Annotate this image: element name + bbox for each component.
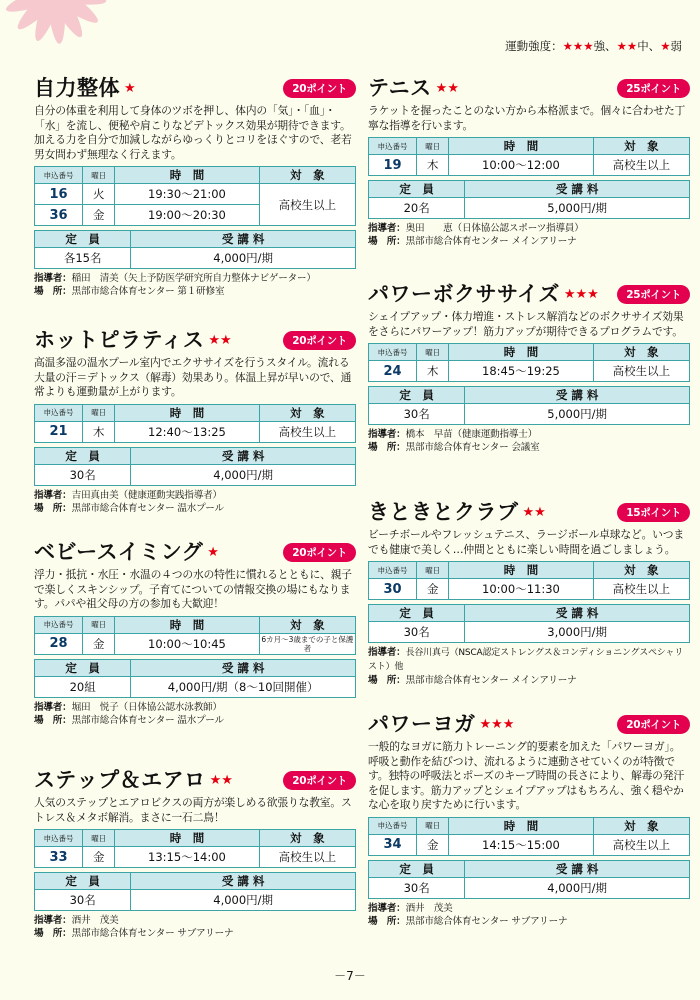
course-header xyxy=(368,710,690,738)
course-info xyxy=(368,428,690,454)
intensity-stars: ★★★ xyxy=(479,716,515,732)
instructor-name: 吉田真由美（健康運動実践指導者） xyxy=(71,489,222,501)
intensity-stars: ★★ xyxy=(435,80,459,96)
fee-table xyxy=(368,604,690,643)
place-name: 黒部市総合体育センター メインアリーナ xyxy=(405,236,577,248)
legend-stars-2: ★★ xyxy=(616,39,638,53)
course-header xyxy=(34,326,356,354)
application-number: 19 xyxy=(369,155,417,176)
header-target: 対 象 xyxy=(259,404,355,421)
points-badge: 25ポイント xyxy=(617,79,690,98)
intensity-stars: ★★★ xyxy=(563,286,599,302)
header-fee: 受 講 料 xyxy=(131,873,356,890)
place-name: 黒部市総合体育センター サブアリーナ xyxy=(405,915,568,927)
fee-value: 4,000円/期（8～10回開催） xyxy=(131,676,356,697)
header-time: 時 間 xyxy=(115,830,259,847)
intensity-stars: ★ xyxy=(207,544,219,560)
weekday: 木 xyxy=(417,361,449,382)
time-slot: 10:00～11:30 xyxy=(449,579,593,600)
fee-value: 4,000円/期 xyxy=(131,890,356,911)
points-badge: 20ポイント xyxy=(283,331,356,350)
course-description: シェイプアップ・体力増進・ストレス解消などのボクササイズ効果をさらにパワーアップ！筋力アップが期待できるプログラムです。 xyxy=(368,310,684,338)
weekday: 木 xyxy=(83,421,115,442)
header-target: 対 象 xyxy=(259,167,355,184)
time-slot: 12:40～13:25 xyxy=(115,421,259,442)
header-time: 時 間 xyxy=(115,404,259,421)
course-info xyxy=(34,701,356,727)
instructor-label: 指導者： xyxy=(368,647,406,659)
course-hot-pilates xyxy=(34,326,356,515)
capacity-value: 20名 xyxy=(369,198,465,219)
intensity-stars: ★★ xyxy=(522,504,546,520)
header-fee: 受 講 料 xyxy=(465,860,690,877)
target-audience: 高校生以上 xyxy=(259,421,355,442)
header-time: 時 間 xyxy=(449,562,593,579)
instructor-label: 指導者： xyxy=(34,701,72,713)
weekday: 金 xyxy=(83,847,115,868)
instructor-label: 指導者： xyxy=(368,429,406,441)
instructor-label: 指導者： xyxy=(34,915,72,927)
course-info xyxy=(34,914,356,940)
capacity-value: 30名 xyxy=(35,890,131,911)
course-description: 人気のステップとエアロビクスの両方が楽しめる欲張りな教室。ストレス＆メタボ解消。まさに一石二鳥！ xyxy=(34,796,352,824)
fee-value: 5,000円/期 xyxy=(465,198,690,219)
header-capacity: 定 員 xyxy=(369,605,465,622)
application-number: 30 xyxy=(369,579,417,600)
schedule-table xyxy=(34,829,356,868)
course-info xyxy=(34,272,356,298)
capacity-value: 30名 xyxy=(35,464,131,485)
legend-medium: 中、 xyxy=(637,39,661,53)
instructor-name: 橋本 早苗（健康運動指導士） xyxy=(405,429,538,441)
course-header xyxy=(34,538,356,566)
course-title: ベビースイミング xyxy=(34,540,204,564)
header-app-no: 申込番号 xyxy=(369,817,417,834)
header-time: 時 間 xyxy=(115,616,259,633)
header-fee: 受 講 料 xyxy=(131,659,356,676)
header-capacity: 定 員 xyxy=(35,447,131,464)
course-title: 自力整体 xyxy=(34,76,120,100)
intensity-stars: ★★ xyxy=(208,332,232,348)
place-label: 場 所： xyxy=(34,714,72,726)
fee-value: 3,000円/期 xyxy=(465,622,690,643)
fee-table xyxy=(34,659,356,698)
weekday: 金 xyxy=(83,205,115,226)
course-title: ステップ＆エアロ xyxy=(34,768,206,792)
instructor-label: 指導者： xyxy=(368,223,406,235)
application-number: 36 xyxy=(35,205,83,226)
header-target: 対 象 xyxy=(593,562,689,579)
schedule-table xyxy=(368,343,690,382)
place-name: 黒部市総合体育センター 第１研修室 xyxy=(71,286,225,298)
header-fee: 受 講 料 xyxy=(131,231,356,248)
header-capacity: 定 員 xyxy=(35,231,131,248)
course-jiriki-seitai xyxy=(34,74,356,298)
target-audience: 高校生以上 xyxy=(259,847,355,868)
header-fee: 受 講 料 xyxy=(131,447,356,464)
schedule-table xyxy=(34,616,356,655)
instructor-label: 指導者： xyxy=(34,489,72,501)
course-description: 浮力・抵抗・水圧・水温の４つの水の特性に慣れるとともに、親子で楽しくスキンシップ。子育てについての情報交換の場にもなります。パパや祖父母の方の参加も大歓迎！ xyxy=(34,568,352,611)
instructor-label: 指導者： xyxy=(34,273,72,285)
time-slot: 10:00～12:00 xyxy=(449,155,593,176)
header-fee: 受 講 料 xyxy=(465,181,690,198)
capacity-value: 各15名 xyxy=(35,248,131,269)
weekday: 火 xyxy=(83,184,115,205)
weekday: 木 xyxy=(417,155,449,176)
course-header xyxy=(34,766,356,794)
intensity-stars: ★ xyxy=(124,80,136,96)
header-fee: 受 講 料 xyxy=(465,605,690,622)
place-name: 黒部市総合体育センター メインアリーナ xyxy=(405,675,577,687)
target-audience: 6カ月～3歳までの子と保護者 xyxy=(259,633,355,654)
header-app-no: 申込番号 xyxy=(369,562,417,579)
header-target: 対 象 xyxy=(593,817,689,834)
header-app-no: 申込番号 xyxy=(369,138,417,155)
course-header xyxy=(368,74,690,102)
application-number: 28 xyxy=(35,633,83,654)
target-audience: 高校生以上 xyxy=(593,579,689,600)
fee-table xyxy=(368,860,690,899)
capacity-value: 20組 xyxy=(35,676,131,697)
place-name: 黒部市総合体育センター 温水プール xyxy=(71,714,224,726)
header-capacity: 定 員 xyxy=(369,860,465,877)
flower-decoration xyxy=(0,0,140,60)
header-app-no: 申込番号 xyxy=(369,344,417,361)
points-badge: 15ポイント xyxy=(617,503,690,522)
application-number: 33 xyxy=(35,847,83,868)
header-fee: 受 講 料 xyxy=(465,387,690,404)
header-day: 曜日 xyxy=(417,562,449,579)
header-day: 曜日 xyxy=(83,830,115,847)
fee-value: 4,000円/期 xyxy=(131,248,356,269)
header-day: 曜日 xyxy=(417,817,449,834)
schedule-table xyxy=(368,817,690,856)
instructor-name: 酒井 茂美 xyxy=(71,915,119,927)
capacity-value: 30名 xyxy=(369,877,465,898)
application-number: 21 xyxy=(35,421,83,442)
target-audience: 高校生以上 xyxy=(259,184,355,226)
course-info xyxy=(368,646,690,687)
course-step-aero xyxy=(34,766,356,940)
fee-value: 4,000円/期 xyxy=(131,464,356,485)
course-header xyxy=(368,280,690,308)
header-app-no: 申込番号 xyxy=(35,616,83,633)
weekday: 金 xyxy=(417,579,449,600)
course-kitokito-club xyxy=(368,498,690,687)
points-badge: 20ポイント xyxy=(617,715,690,734)
instructor-name: 奥田 恵（日体協公認スポーツ指導員） xyxy=(405,223,584,235)
header-target: 対 象 xyxy=(259,830,355,847)
header-app-no: 申込番号 xyxy=(35,830,83,847)
capacity-value: 30名 xyxy=(369,404,465,425)
weekday: 金 xyxy=(417,834,449,855)
instructor-name: 酒井 茂美 xyxy=(405,902,453,914)
course-info xyxy=(368,222,690,248)
course-title: ホットピラティス xyxy=(34,328,205,352)
weekday: 金 xyxy=(83,633,115,654)
points-badge: 20ポイント xyxy=(283,771,356,790)
capacity-value: 30名 xyxy=(369,622,465,643)
table-row xyxy=(35,184,356,205)
time-slot: 14:15～15:00 xyxy=(449,834,593,855)
schedule-table xyxy=(34,166,356,226)
course-title: きときとクラブ xyxy=(368,500,519,524)
header-capacity: 定 員 xyxy=(35,659,131,676)
course-title: テニス xyxy=(368,76,432,100)
schedule-table xyxy=(34,404,356,443)
course-description: 高温多湿の温水プール室内でエクササイズを行うスタイル。流れる大量の汗＝デトックス（解毒）効果あり。体温上昇が早いので、通常よりも運動量が上がります。 xyxy=(34,356,352,399)
course-description: 自分の体重を利用して身体のツボを押し、体内の「気」・「血」・「水」を流し、便秘や肩こりなどデトックス効果が期待できます。加える力を自分で加減しながらゆっくりとコリをほぐすので、老若男女問わず無理なく行えます。 xyxy=(34,104,352,161)
table-row xyxy=(35,633,356,654)
legend-strong: 強、 xyxy=(593,39,617,53)
header-target: 対 象 xyxy=(259,616,355,633)
instructor-name: 長谷川真弓（NSCA認定ストレングス＆コンディショニングスペシャリスト）他 xyxy=(368,648,684,673)
place-label: 場 所： xyxy=(368,236,406,248)
fee-value: 4,000円/期 xyxy=(465,877,690,898)
table-row xyxy=(35,847,356,868)
header-time: 時 間 xyxy=(449,138,593,155)
header-app-no: 申込番号 xyxy=(35,404,83,421)
target-audience: 高校生以上 xyxy=(593,155,689,176)
fee-table xyxy=(34,447,356,486)
header-target: 対 象 xyxy=(593,344,689,361)
schedule-table xyxy=(368,137,690,176)
legend-stars-3: ★★★ xyxy=(562,39,594,53)
table-row xyxy=(369,155,690,176)
place-label: 場 所： xyxy=(368,442,406,454)
header-capacity: 定 員 xyxy=(369,181,465,198)
course-info xyxy=(34,489,356,515)
page-number: －7－ xyxy=(334,969,366,983)
place-label: 場 所： xyxy=(34,286,72,298)
target-audience: 高校生以上 xyxy=(593,834,689,855)
place-name: 黒部市総合体育センター サブアリーナ xyxy=(71,928,234,940)
course-header xyxy=(34,74,356,102)
legend-weak: 弱 xyxy=(670,39,682,53)
header-day: 曜日 xyxy=(83,167,115,184)
points-badge: 20ポイント xyxy=(283,79,356,98)
place-label: 場 所： xyxy=(34,928,72,940)
course-tennis xyxy=(368,74,690,248)
fee-table xyxy=(34,230,356,269)
place-name: 黒部市総合体育センター 温水プール xyxy=(71,502,224,514)
course-info xyxy=(368,902,690,928)
header-time: 時 間 xyxy=(449,817,593,834)
application-number: 24 xyxy=(369,361,417,382)
course-header xyxy=(368,498,690,526)
header-capacity: 定 員 xyxy=(369,387,465,404)
table-row xyxy=(35,421,356,442)
place-name: 黒部市総合体育センター 会議室 xyxy=(405,442,540,454)
header-day: 曜日 xyxy=(83,616,115,633)
instructor-name: 堀田 悦子（日体協公認水泳教師） xyxy=(71,701,222,713)
header-time: 時 間 xyxy=(115,167,259,184)
place-label: 場 所： xyxy=(34,502,72,514)
time-slot: 19:00～20:30 xyxy=(115,205,259,226)
application-number: 34 xyxy=(369,834,417,855)
header-time: 時 間 xyxy=(449,344,593,361)
target-audience: 高校生以上 xyxy=(593,361,689,382)
header-day: 曜日 xyxy=(83,404,115,421)
instructor-name: 稲田 清美（矢上予防医学研究所自力整体ナビゲーター） xyxy=(71,273,316,285)
course-power-yoga xyxy=(368,710,690,928)
course-description: 一般的なヨガに筋力トレーニング的要素を加えた「パワーヨガ」。呼吸と動作を結びつけ、流れるように連動させていくのが特徴です。独特の呼吸法とポーズのキープ時間の長さにより、解毒の発汗を促します。筋力アップとシェイプアップはもちろん、強く穏やかな心を取り戻すために行います。 xyxy=(368,740,684,812)
fee-table xyxy=(34,872,356,911)
table-row xyxy=(369,579,690,600)
header-day: 曜日 xyxy=(417,138,449,155)
place-label: 場 所： xyxy=(368,675,406,687)
course-baby-swimming xyxy=(34,538,356,727)
course-power-boxercise xyxy=(368,280,690,454)
points-badge: 20ポイント xyxy=(283,543,356,562)
place-label: 場 所： xyxy=(368,915,406,927)
course-title: パワーヨガ xyxy=(368,712,476,736)
legend-stars-1: ★ xyxy=(660,39,671,53)
time-slot: 18:45～19:25 xyxy=(449,361,593,382)
time-slot: 13:15～14:00 xyxy=(115,847,259,868)
fee-value: 5,000円/期 xyxy=(465,404,690,425)
time-slot: 10:00～10:45 xyxy=(115,633,259,654)
time-slot: 19:30～21:00 xyxy=(115,184,259,205)
header-target: 対 象 xyxy=(593,138,689,155)
legend-label: 運動強度： xyxy=(505,39,563,53)
course-description: ビーチボールやフレッシュテニス、ラージボール卓球など。いつまでも健康で美しく…仲間とともに楽しい時間を過ごしましょう。 xyxy=(368,528,684,556)
header-day: 曜日 xyxy=(417,344,449,361)
instructor-label: 指導者： xyxy=(368,902,406,914)
application-number: 16 xyxy=(35,184,83,205)
header-capacity: 定 員 xyxy=(35,873,131,890)
intensity-legend xyxy=(505,38,682,54)
course-description: ラケットを握ったことのない方から本格派まで。個々に合わせた丁寧な指導を行います。 xyxy=(368,104,686,132)
fee-table xyxy=(368,180,690,219)
intensity-stars: ★★ xyxy=(209,772,233,788)
header-app-no: 申込番号 xyxy=(35,167,83,184)
table-row xyxy=(369,834,690,855)
schedule-table xyxy=(368,561,690,600)
table-row xyxy=(369,361,690,382)
course-title: パワーボクササイズ xyxy=(368,282,560,306)
points-badge: 25ポイント xyxy=(617,285,690,304)
fee-table xyxy=(368,386,690,425)
